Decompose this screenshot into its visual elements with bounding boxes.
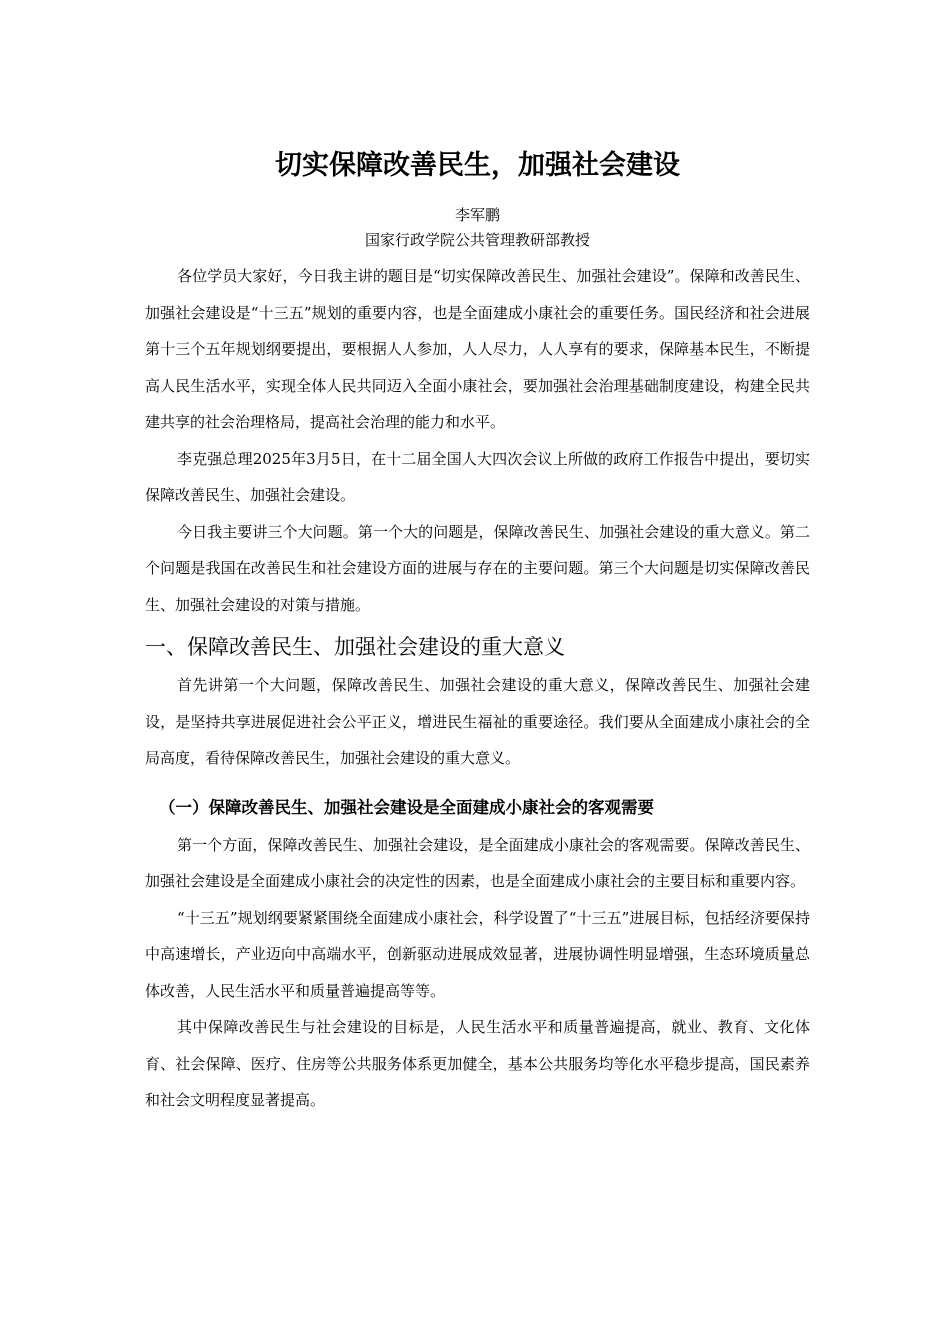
subsection-1-paragraph-2: “十三五”规划纲要紧紧围绕全面建成小康社会，科学设置了“十三五”进展目标，包括经济要保持中高速增长，产业迈向中高端水平，创新驱动进展成效显著，进展协调性明显增强，生态环境质量总体改善，人民生活水平和质量普遍提高等等。: [145, 908, 810, 1000]
document-title: 切实保障改善民生，加强社会建设: [275, 150, 680, 181]
intro-paragraph-2: 李克强总理2025年3月5日，在十二届全国人大四次会议上所做的政府工作报告中提出，要切实保障改善民生、加强社会建设。: [145, 449, 810, 504]
subsection-1-heading: （一）保障改善民生、加强社会建设是全面建成小康社会的客观需要: [159, 797, 654, 817]
document-body: [145, 258, 810, 1119]
intro-paragraph-3: 今日我主要讲三个大问题。第一个大的问题是，保障改善民生、加强社会建设的重大意义。第二个问题是我国在改善民生和社会建设方面的进展与存在的主要问题。第三个大问题是切实保障改善民生、加强社会建设的对策与措施。: [145, 522, 810, 614]
author-affiliation: 国家行政学院公共管理教研部教授: [364, 231, 590, 249]
author-name: 李军鹏: [454, 206, 500, 224]
subsection-1-paragraph-1: 第一个方面，保障改善民生、加强社会建设，是全面建成小康社会的客观需要。保障改善民生、加强社会建设是全面建成小康社会的决定性的因素，也是全面建成小康社会的主要目标和重要内容。: [145, 835, 810, 890]
subsection-1-paragraph-3: 其中保障改善民生与社会建设的目标是，人民生活水平和质量普遍提高，就业、教育、文化体育、社会保障、医疗、住房等公共服务体系更加健全，基本公共服务均等化水平稳步提高，国民素养和社会文明程度显著提高。: [145, 1018, 810, 1109]
intro-paragraph-1: 各位学员大家好，今日我主讲的题目是“切实保障改善民生、加强社会建设”。保障和改善民生、加强社会建设是“十三五”规划的重要内容，也是全面建成小康社会的重要任务。国民经济和社会进展第十三个五年规划纲要提出，要根据人人参加，人人尽力，人人享有的要求，保障基本民生，不断提高人民生活水平，实现全体人民共同迈入全面小康社会，要加强社会治理基础制度建设，构建全民共建共享的社会治理格局，提高社会治理的能力和水平。: [145, 267, 810, 431]
section-1-paragraph-1: 首先讲第一个大问题，保障改善民生、加强社会建设的重大意义，保障改善民生、加强社会建设，是坚持共享进展促进社会公平正义，增进民生福祉的重要途径。我们要从全面建成小康社会的全局高度，看待保障改善民生，加强社会建设的重大意义。: [145, 676, 810, 767]
section-1-heading: 一、保障改善民生、加强社会建设的重大意义: [145, 635, 565, 659]
